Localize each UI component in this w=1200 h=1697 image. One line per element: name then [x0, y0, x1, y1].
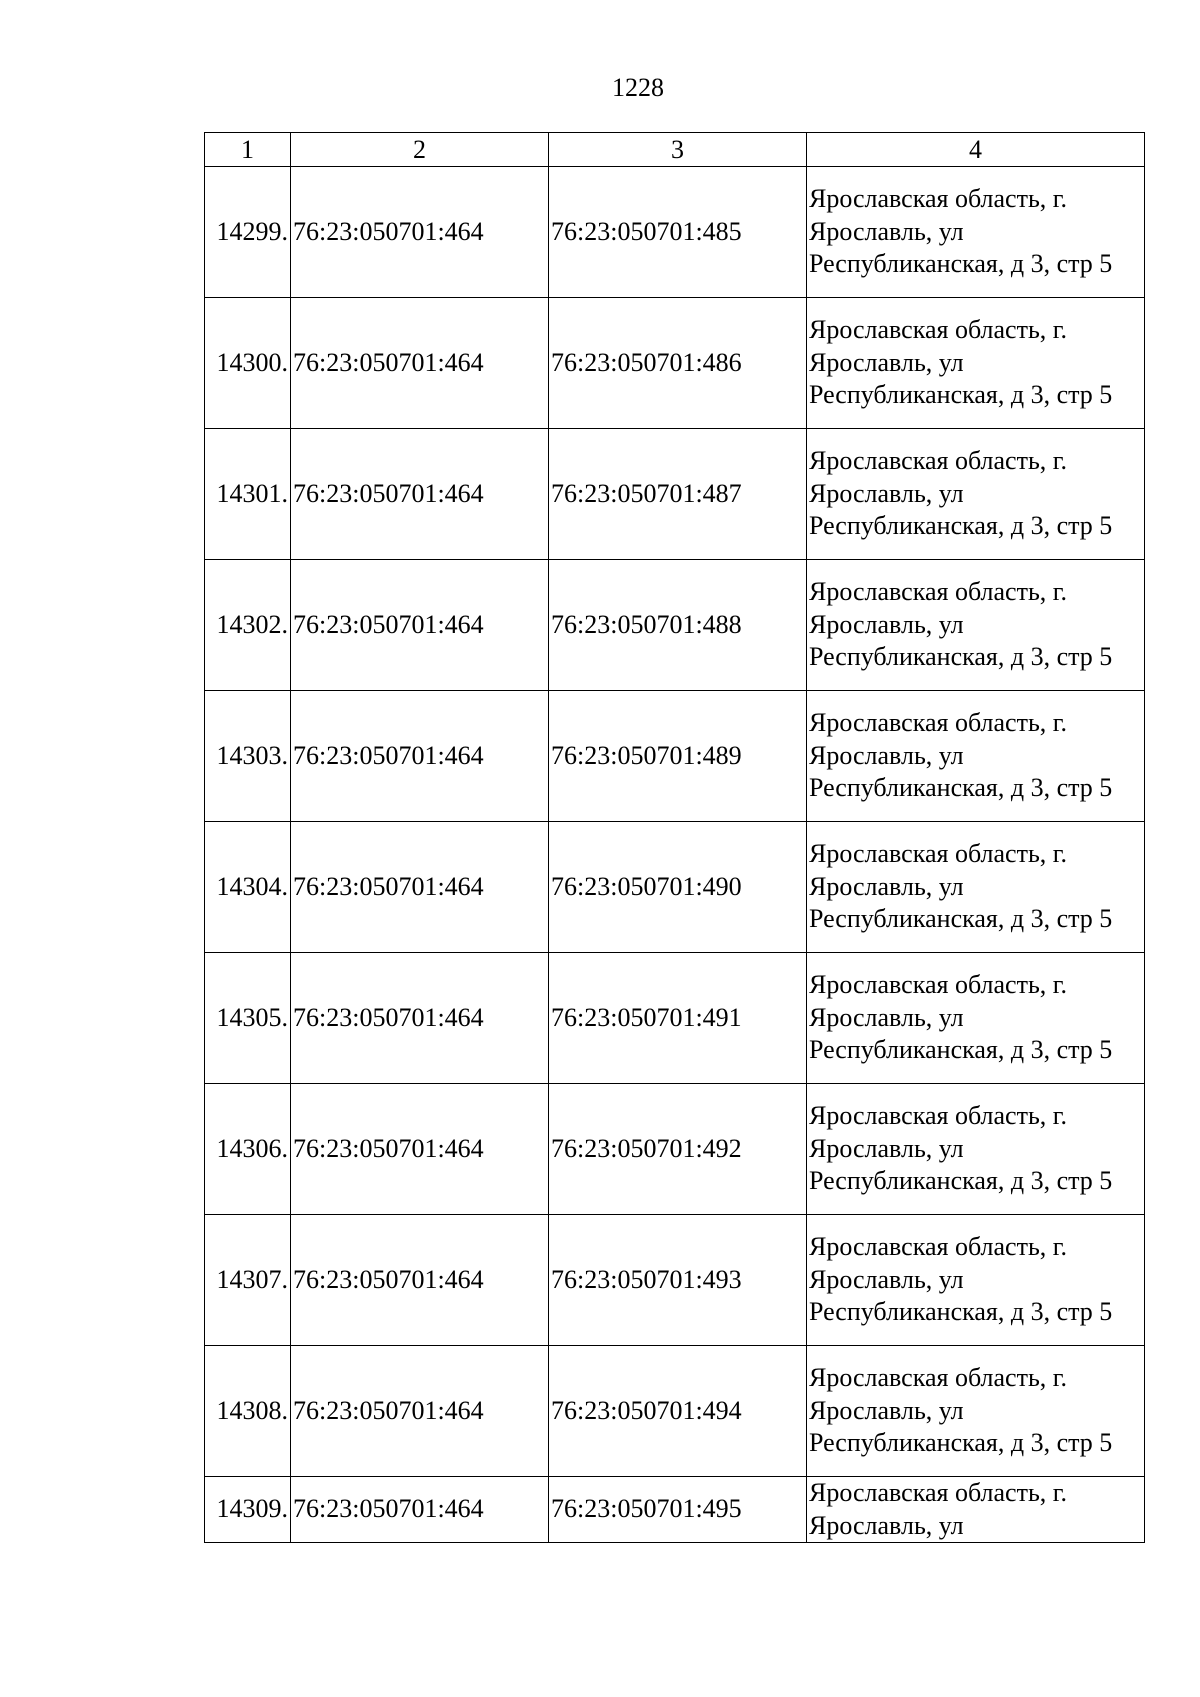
cadastral-number: 76:23:050701:495	[549, 1477, 807, 1543]
page-number: 1228	[612, 73, 664, 102]
cadastral-number: 76:23:050701:489	[549, 691, 807, 822]
cadastral-number-parent: 76:23:050701:464	[291, 1215, 549, 1346]
cadastral-table	[204, 132, 1145, 1543]
address: Ярославская область, г. Ярославль, ул Республиканская, д 3, стр 5	[807, 822, 1145, 953]
cadastral-number-parent: 76:23:050701:464	[291, 1346, 549, 1477]
header-col-2: 2	[291, 133, 549, 167]
cadastral-number: 76:23:050701:487	[549, 429, 807, 560]
table-row	[205, 298, 1145, 429]
row-number: 14306.	[205, 1084, 291, 1215]
cadastral-number-parent: 76:23:050701:464	[291, 560, 549, 691]
table-row	[205, 1477, 1145, 1543]
cadastral-number-parent: 76:23:050701:464	[291, 1084, 549, 1215]
cadastral-number: 76:23:050701:491	[549, 953, 807, 1084]
cadastral-number: 76:23:050701:488	[549, 560, 807, 691]
cadastral-number: 76:23:050701:490	[549, 822, 807, 953]
address: Ярославская область, г. Ярославль, ул	[807, 1477, 1145, 1543]
cadastral-number-parent: 76:23:050701:464	[291, 429, 549, 560]
table-row	[205, 560, 1145, 691]
row-number: 14309.	[205, 1477, 291, 1543]
row-number: 14301.	[205, 429, 291, 560]
header-col-1: 1	[205, 133, 291, 167]
address: Ярославская область, г. Ярославль, ул Республиканская, д 3, стр 5	[807, 560, 1145, 691]
table-row	[205, 822, 1145, 953]
cadastral-number: 76:23:050701:493	[549, 1215, 807, 1346]
cadastral-number-parent: 76:23:050701:464	[291, 1477, 549, 1543]
table-row	[205, 1346, 1145, 1477]
address: Ярославская область, г. Ярославль, ул Республиканская, д 3, стр 5	[807, 429, 1145, 560]
cadastral-number: 76:23:050701:492	[549, 1084, 807, 1215]
address: Ярославская область, г. Ярославль, ул Республиканская, д 3, стр 5	[807, 167, 1145, 298]
header-row	[205, 133, 1145, 167]
row-number: 14304.	[205, 822, 291, 953]
row-number: 14302.	[205, 560, 291, 691]
header-col-3: 3	[549, 133, 807, 167]
row-number: 14303.	[205, 691, 291, 822]
table-row	[205, 953, 1145, 1084]
cadastral-number-parent: 76:23:050701:464	[291, 298, 549, 429]
row-number: 14305.	[205, 953, 291, 1084]
cadastral-number-parent: 76:23:050701:464	[291, 167, 549, 298]
table-row	[205, 691, 1145, 822]
cadastral-number-parent: 76:23:050701:464	[291, 691, 549, 822]
address: Ярославская область, г. Ярославль, ул Республиканская, д 3, стр 5	[807, 1084, 1145, 1215]
row-number: 14299.	[205, 167, 291, 298]
row-number: 14308.	[205, 1346, 291, 1477]
cadastral-number: 76:23:050701:486	[549, 298, 807, 429]
cadastral-number-parent: 76:23:050701:464	[291, 953, 549, 1084]
address: Ярославская область, г. Ярославль, ул Республиканская, д 3, стр 5	[807, 298, 1145, 429]
row-number: 14307.	[205, 1215, 291, 1346]
address: Ярославская область, г. Ярославль, ул Республиканская, д 3, стр 5	[807, 1346, 1145, 1477]
table-row	[205, 1084, 1145, 1215]
header-col-4: 4	[807, 133, 1145, 167]
address: Ярославская область, г. Ярославль, ул Республиканская, д 3, стр 5	[807, 1215, 1145, 1346]
row-number: 14300.	[205, 298, 291, 429]
cadastral-number: 76:23:050701:485	[549, 167, 807, 298]
table-row	[205, 167, 1145, 298]
cadastral-number: 76:23:050701:494	[549, 1346, 807, 1477]
address: Ярославская область, г. Ярославль, ул Республиканская, д 3, стр 5	[807, 953, 1145, 1084]
table-row	[205, 429, 1145, 560]
table-row	[205, 1215, 1145, 1346]
cadastral-number-parent: 76:23:050701:464	[291, 822, 549, 953]
address: Ярославская область, г. Ярославль, ул Республиканская, д 3, стр 5	[807, 691, 1145, 822]
